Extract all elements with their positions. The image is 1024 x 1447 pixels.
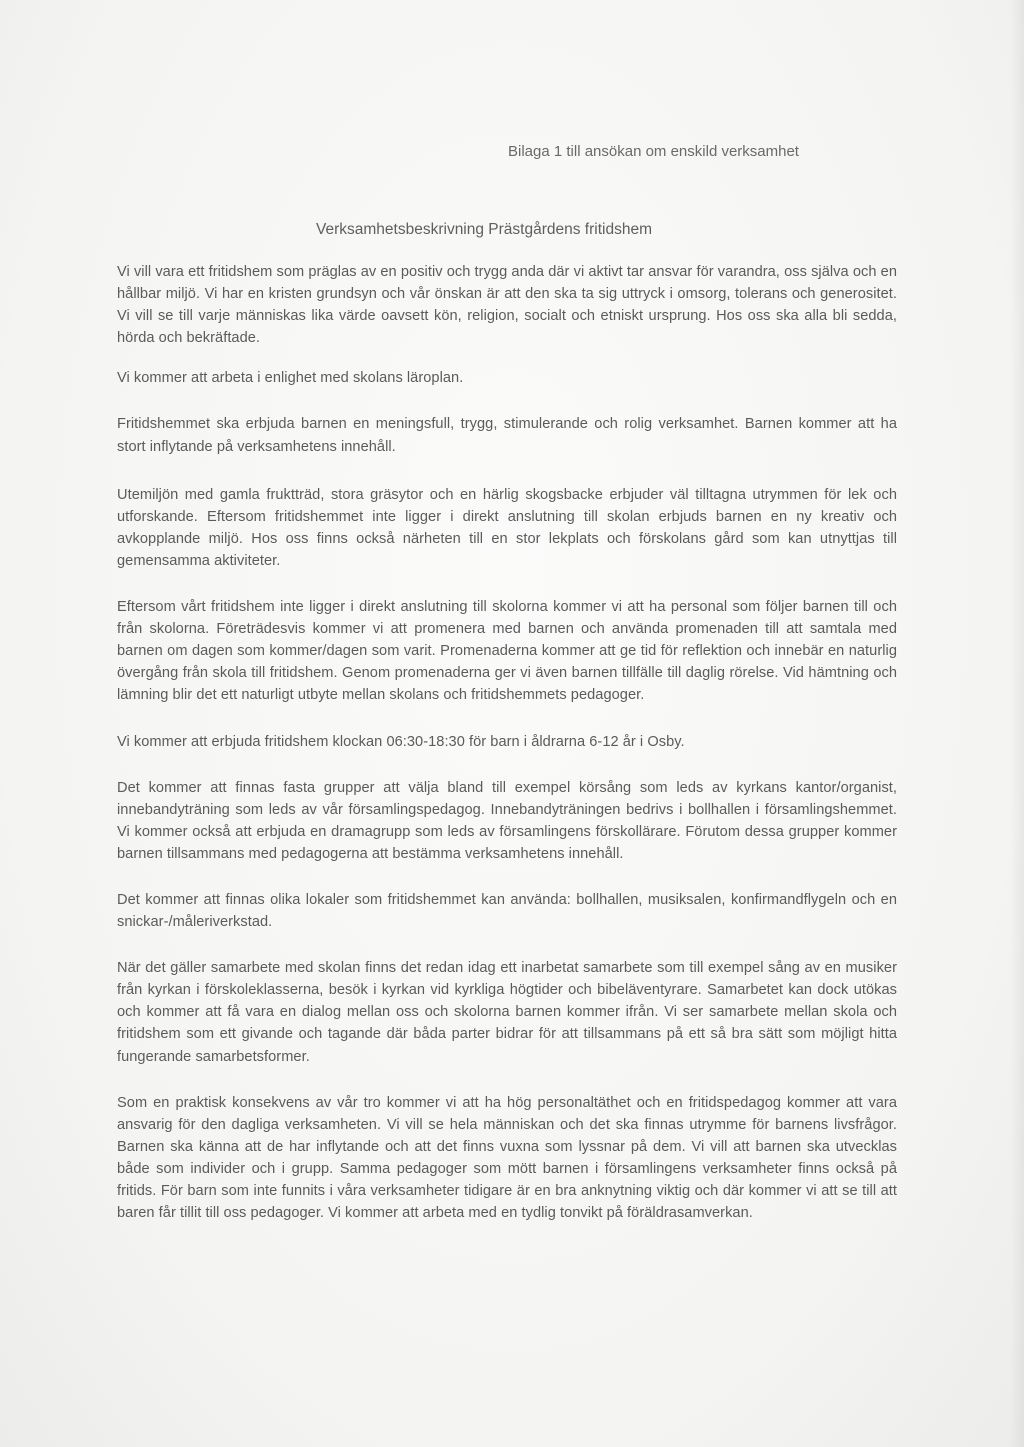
paragraph-curriculum: Vi kommer att arbeta i enlighet med skolans läroplan. (117, 370, 464, 387)
document-title: Verksamhetsbeskrivning Prästgårdens fritidshem (316, 221, 652, 238)
paragraph-hours: Vi kommer att erbjuda fritidshem klockan 06:30-18:30 för barn i åldrarna 6-12 år i Osby. (117, 733, 685, 750)
paragraph-faith-practice: Som en praktisk konsekvens av vår tro kommer vi att ha hög personaltäthet och en fritidspedagog kommer att vara ansvarig för den dagliga verksamheten. Vi vill se hela människan och det ska finnas utrymme för barnens livsfrågor. Barnen ska känna att de har inflytande och att det finns vuxna som lyssnar på dem. Vi vill att barnen ska utvecklas både som individer och i grupp. Samma pedagoger som mött barnen i församlingens verksamheter finns också på fritids. För barn som inte funnits i våra verksamheter tidigare är en bra anknytning viktig och där kommer vi att se till att baren får tillit till oss pedagoger. Vi kommer att arbeta med en tydlig tonvikt på föräldrasamverkan. (117, 1094, 897, 1222)
attachment-label: Bilaga 1 till ansökan om enskild verksamhet (508, 143, 799, 160)
document-body (117, 261, 897, 1248)
paragraph-activities: Fritidshemmet ska erbjuda barnen en meningsfull, trygg, stimulerande och rolig verksamhet. Barnen kommer att ha stort inflytande på verksamhetens innehåll. (117, 416, 897, 455)
page-edge-shadow (1010, 0, 1024, 1447)
paragraph-walks: Eftersom vårt fritidshem inte ligger i direkt anslutning till skolorna kommer vi att ha personal som följer barnen till och från skolorna. Företrädesvis kommer vi att promenera med barnen och använda promenaden till att samtala med barnen om dagen som kommer/dagen som varit. Promenaderna kommer att ge tid för reflektion och innebär en naturlig övergång från skola till fritidshem. Genom promenaderna ger vi även barnen tillfälle till daglig rörelse. Vid hämtning och lämning blir det ett naturligt utbyte mellan skolans och fritidshemmets pedagoger. (117, 599, 897, 704)
paragraph-groups: Det kommer att finnas fasta grupper att välja bland till exempel körsång som leds av kyrkans kantor/organist, innebandyträning som leds av vår församlingspedagog. Innebandyträningen bedrivs i bollhallen i församlingshemmet. Vi kommer också att erbjuda en dramagrupp som leds av församlingens förskollärare. Förutom dessa grupper kommer barnen tillsammans med pedagogerna att bestämma verksamhetens innehåll. (117, 779, 897, 862)
paragraph-outdoor: Utemiljön med gamla fruktträd, stora gräsytor och en härlig skogsbacke erbjuder väl tilltagna utrymmen för lek och utforskande. Eftersom fritidshemmet inte ligger i direkt anslutning till skolan erbjuds barnen en ny kreativ och avkopplande miljö. Hos oss finns också närheten till en stor lekplats och förskolans gård som kan utnyttjas till gemensamma aktiviteter. (117, 486, 897, 569)
paragraph-cooperation: När det gäller samarbete med skolan finns det redan idag ett inarbetat samarbete som till exempel sång av en musiker från kyrkan i förskoleklasserna, besök i kyrkan vid kyrkliga högtider och bibeläventyrare. Samarbetet kan dock utökas och kommer att få vara en dialog mellan oss och skolorna barnen kommer ifrån. Vi ser samarbete mellan skola och fritidshem som ett givande och tagande där båda parter bidrar för att tillsammans på ett så bra sätt som möjligt hitta fungerande samarbetsformer. (117, 960, 897, 1065)
paragraph-premises: Det kommer att finnas olika lokaler som fritidshemmet kan använda: bollhallen, musiksalen, konfirmandflygeln och en snickar-/måleriverkstad. (117, 891, 897, 931)
paragraph-intro: Vi vill vara ett fritidshem som präglas av en positiv och trygg anda där vi aktivt tar ansvar för varandra, oss själva och en hållbar miljö. Vi har en kristen grundsyn och vår önskan är att den ska ta sig uttryck i omsorg, tolerans och generositet. Vi vill se till varje människas lika värde oavsett kön, religion, socialt och etniskt ursprung. Hos oss ska alla bli sedda, hörda och bekräftade. (117, 264, 897, 347)
